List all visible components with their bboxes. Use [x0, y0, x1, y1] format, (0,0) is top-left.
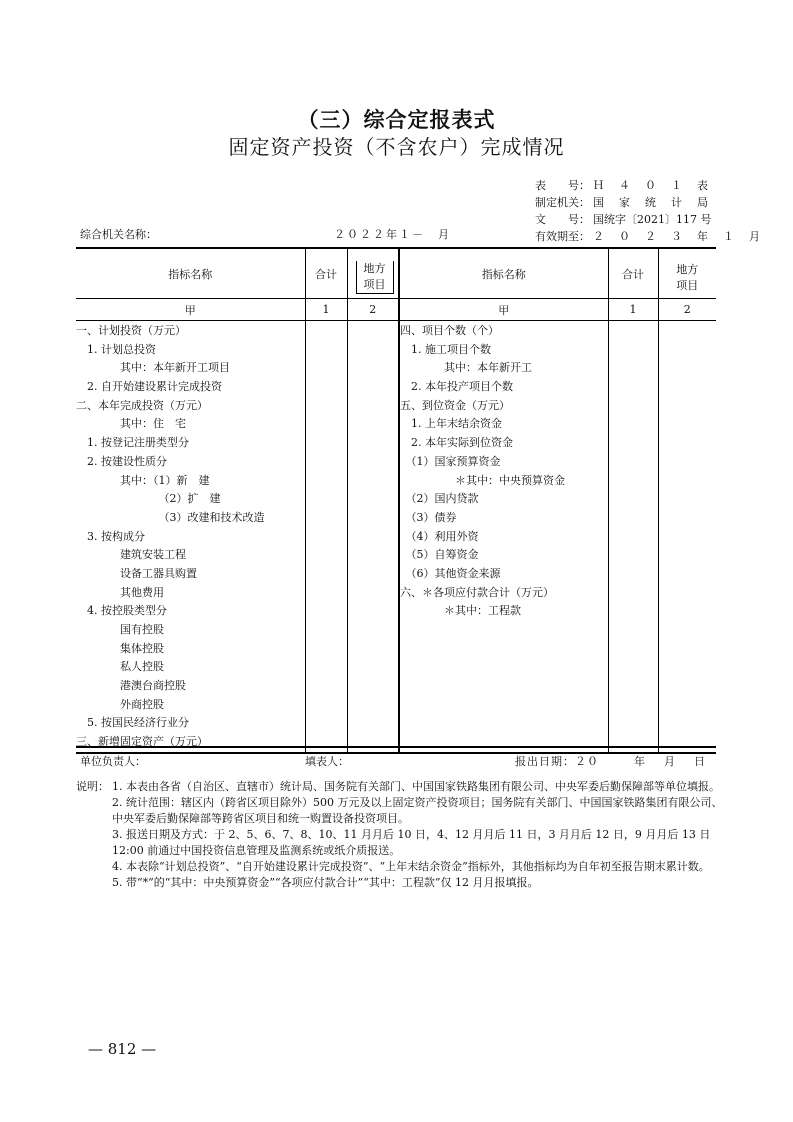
left-local-column	[347, 321, 399, 753]
right-item: 五、到位资金（万元）	[400, 398, 510, 412]
left-item: 1. 计划总投资	[76, 342, 156, 356]
header-local-left-line1: 地方	[363, 262, 386, 275]
left-item: 5. 按国民经济行业分	[76, 716, 189, 730]
right-item: 2. 本年实际到位资金	[400, 436, 513, 450]
form-meta	[535, 177, 762, 245]
doc-no-label: 文 号：	[535, 213, 590, 226]
header-local-right-line1: 地方	[676, 262, 699, 276]
form-no-value: Ｈ ４ ０ １ 表	[593, 179, 710, 192]
filler-label: 填表人：	[305, 755, 349, 768]
left-indicator-list	[76, 321, 305, 753]
page-subtitle: 固定资产投资（不含农户）完成情况	[228, 135, 565, 159]
header-total-left: 合计	[305, 248, 347, 299]
note-item: 1. 本表由各省（自治区、直辖市）统计局、国务院有关部门、中国国家铁路集团有限公司、中央军委后勤保障部等单位填报。	[112, 780, 720, 793]
header-local-left	[347, 248, 399, 299]
note-item: 2. 统计范围：辖区内（跨省区项目除外）500 万元及以上固定资产投资项目；国务院有关部门、中国国家铁路集团有限公司、中央军委后勤保障部等跨省区项目和统一购置设备投资项目。	[112, 796, 723, 825]
notes-section	[76, 779, 726, 891]
left-item: 其中：（1）新 建	[76, 473, 210, 487]
report-date-label: 报出日期：２０	[515, 755, 599, 768]
col2-cell-left: 2	[347, 299, 399, 321]
right-item: 2. 本年投产项目个数	[400, 380, 513, 394]
left-item: 二、本年完成投资（万元）	[76, 398, 208, 412]
right-item: 1. 施工项目个数	[400, 342, 491, 356]
page-number: — 812 —	[88, 1040, 157, 1058]
left-item: （2）扩 建	[76, 492, 221, 506]
right-item: 1. 上年末结余资金	[400, 417, 502, 431]
validity-value: ２ ０ ２ ３ 年 １ 月	[593, 230, 762, 243]
left-item: 外商控股	[76, 697, 164, 711]
month-label: 月	[664, 755, 675, 768]
left-item: 集体控股	[76, 641, 164, 655]
right-item: （4）利用外资	[400, 529, 479, 543]
left-item: 1. 按登记注册类型分	[76, 436, 189, 450]
header-local-right-line2: 项目	[676, 278, 699, 292]
org-label: 综合机关名称：	[80, 228, 157, 241]
left-item: 4. 按控股类型分	[76, 604, 167, 618]
right-item: 六、＊各项应付款合计（万元）	[400, 585, 554, 599]
right-item: ＊其中：中央预算资金	[400, 473, 565, 487]
left-item: 2. 按建设性质分	[76, 454, 167, 468]
left-total-column	[305, 321, 347, 753]
left-item: 2. 自开始建设累计完成投资	[76, 380, 222, 394]
left-item: 其他费用	[76, 585, 164, 599]
right-item: （5）自筹资金	[400, 548, 479, 562]
right-item: （2）国内贷款	[400, 492, 479, 506]
right-item: （3）债券	[400, 510, 457, 524]
header-local-left-line2: 项目	[363, 278, 386, 291]
left-item: 私人控股	[76, 660, 164, 674]
authority-label: 制定机关：	[535, 196, 590, 209]
note-item: 3. 报送日期及方式：于 2、5、6、7、8、10、11 月月后 10 日，4、12 月月后 11 日，3 月月后 12 日，9 月月后 13 日 12:00 前通过中国投资信息管理及监测系统或纸介质报送。	[112, 828, 711, 857]
doc-no-value: 国统字〔2021〕117 号	[593, 213, 712, 226]
header-indicator-right: 指标名称	[399, 248, 608, 299]
right-item: 四、项目个数（个）	[400, 324, 499, 337]
day-label: 日	[694, 755, 705, 768]
left-item: 建筑安装工程	[76, 548, 186, 562]
left-item: 其中：本年新开工项目	[76, 361, 230, 375]
form-no-label: 表 号：	[535, 179, 590, 192]
header-local-right	[658, 248, 716, 299]
responsible-label: 单位负责人：	[80, 755, 146, 768]
notes-label: 说明：	[76, 780, 109, 793]
note-item: 4. 本表除“计划总投资”、“自开始建设累计完成投资”、“上年末结余资金”指标外，其他指标均为自年初至报告期末累计数。	[112, 860, 710, 873]
report-table	[76, 247, 716, 754]
left-item: 3. 按构成分	[76, 529, 145, 543]
right-total-column	[608, 321, 658, 753]
right-item: （1）国家预算资金	[400, 454, 501, 468]
validity-label: 有效期至：	[535, 230, 590, 243]
left-item: （3）改建和技术改造	[76, 510, 265, 524]
report-period: ２０２２年１－ 月	[334, 228, 451, 241]
right-item: （6）其他资金来源	[400, 566, 501, 580]
left-item: 设备工器具购置	[76, 566, 197, 580]
right-indicator-list	[399, 321, 608, 753]
col2-cell-right: 2	[658, 299, 716, 321]
right-item: 其中：本年新开工	[400, 361, 532, 375]
header-indicator-left: 指标名称	[76, 248, 305, 299]
left-item: 三、新增固定资产（万元）	[76, 735, 208, 749]
col1-cell-right: 1	[608, 299, 658, 321]
left-item: 港澳台商控股	[76, 679, 186, 693]
note-item: 5. 带“*”的“其中：中央预算资金”“各项应付款合计”“其中：工程款”仅 12 月月报填报。	[112, 876, 539, 889]
jia-cell-right: 甲	[399, 299, 608, 321]
authority-value: 国 家 统 计 局	[593, 196, 710, 209]
page-title: （三）综合定报表式	[297, 108, 496, 132]
jia-cell-left: 甲	[76, 299, 305, 321]
left-item: 其中：住 宅	[76, 417, 186, 431]
left-item: 国有控股	[76, 623, 164, 636]
year-label: 年	[634, 755, 645, 768]
right-local-column	[658, 321, 716, 753]
col1-cell-left: 1	[305, 299, 347, 321]
table-bottom-rule	[76, 746, 716, 748]
left-item: 一、计划投资（万元）	[76, 324, 186, 337]
right-item: ＊其中：工程款	[400, 604, 521, 618]
header-total-right: 合计	[608, 248, 658, 299]
